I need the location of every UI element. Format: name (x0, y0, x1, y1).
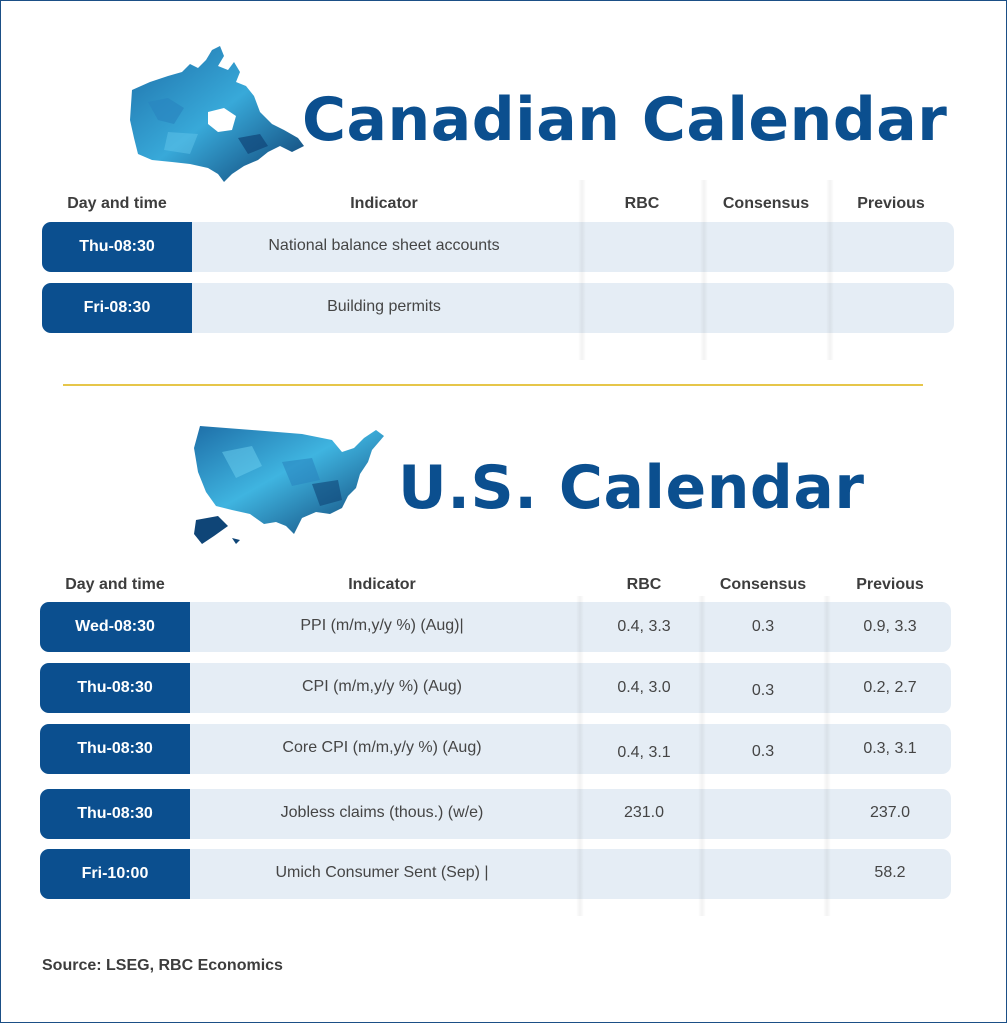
indicator-cell: Umich Consumer Sent (Sep) | (275, 864, 489, 881)
indicator-cell: CPI (m/m,y/y %) (Aug) (301, 678, 462, 695)
column-shadow (698, 596, 706, 916)
day-time-cell: Thu-08:30 (42, 222, 192, 272)
day-time-cell: Fri-08:30 (42, 283, 192, 333)
previous-cell: 0.9, 3.3 (863, 618, 917, 635)
rbc-cell: 0.4, 3.3 (617, 618, 671, 635)
ca-header-day: Day and time (67, 195, 167, 212)
previous-cell: 0.3, 3.1 (863, 740, 917, 757)
column-shadow (576, 596, 584, 916)
indicator-cell: PPI (m/m,y/y %) (Aug)| (300, 617, 464, 634)
table-row (42, 222, 954, 272)
day-time-cell: Thu-08:30 (40, 724, 190, 774)
us-header-indicator: Indicator (348, 576, 416, 593)
previous-cell: 237.0 (869, 804, 911, 821)
day-time-cell: Thu-08:30 (40, 789, 190, 839)
previous-cell: 0.2, 2.7 (863, 679, 917, 696)
column-shadow (826, 180, 834, 360)
table-row (40, 663, 951, 713)
column-shadow (823, 596, 831, 916)
indicator-cell: Building permits (327, 298, 441, 315)
table-row (40, 849, 951, 899)
day-time-cell: Thu-08:30 (40, 663, 190, 713)
us-map-icon (192, 422, 386, 550)
us-header-rbc: RBC (626, 576, 662, 593)
table-row (40, 602, 951, 652)
consensus-cell: 0.3 (751, 618, 775, 635)
section-divider (63, 384, 923, 386)
table-row (42, 283, 954, 333)
us-header-day: Day and time (65, 576, 165, 593)
column-shadow (578, 180, 586, 360)
table-row (40, 789, 951, 839)
consensus-cell: 0.3 (751, 682, 775, 699)
rbc-cell: 0.4, 3.0 (617, 679, 671, 696)
rbc-cell: 231.0 (623, 804, 665, 821)
us-calendar-title: U.S. Calendar (398, 453, 865, 523)
us-header-consensus: Consensus (719, 576, 807, 593)
table-row (40, 724, 951, 774)
ca-header-previous: Previous (857, 195, 925, 212)
day-time-cell: Wed-08:30 (40, 602, 190, 652)
indicator-cell: Core CPI (m/m,y/y %) (Aug) (282, 739, 482, 756)
column-shadow (700, 180, 708, 360)
day-time-cell: Fri-10:00 (40, 849, 190, 899)
us-header-previous: Previous (856, 576, 924, 593)
source-note: Source: LSEG, RBC Economics (42, 957, 283, 974)
ca-header-indicator: Indicator (350, 195, 418, 212)
ca-header-rbc: RBC (624, 195, 660, 212)
consensus-cell: 0.3 (751, 743, 775, 760)
indicator-cell: National balance sheet accounts (268, 237, 500, 254)
indicator-cell: Jobless claims (thous.) (w/e) (280, 804, 484, 821)
canadian-calendar-title: Canadian Calendar (302, 85, 948, 155)
canada-map-icon (128, 42, 306, 190)
previous-cell: 58.2 (874, 864, 906, 881)
rbc-cell: 0.4, 3.1 (617, 744, 671, 761)
ca-header-consensus: Consensus (722, 195, 810, 212)
